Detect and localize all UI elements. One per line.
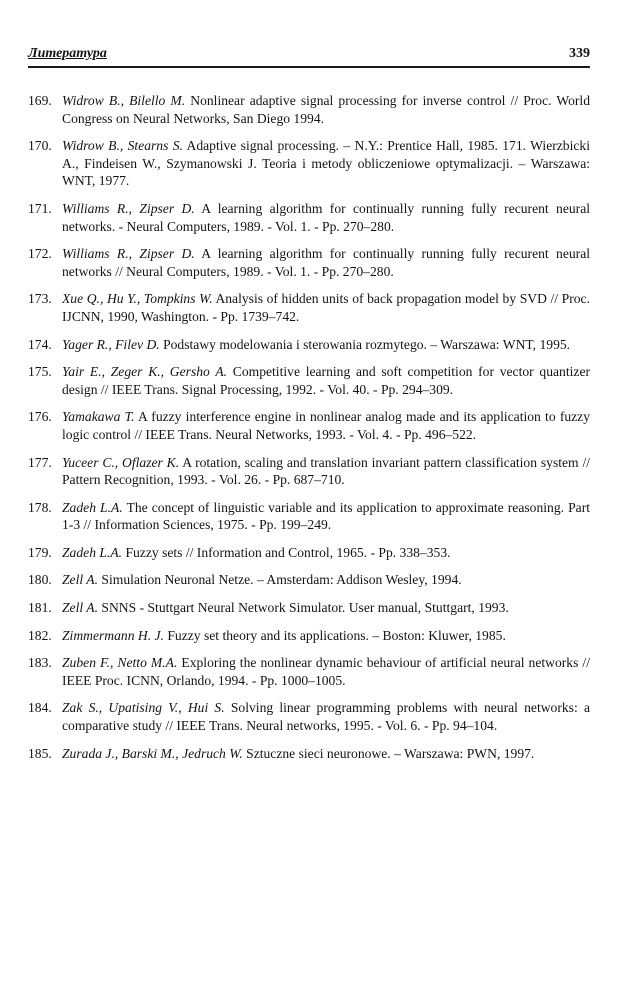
reference-body: [62, 544, 590, 562]
reference-body: [62, 654, 590, 689]
reference-text: Podstawy modelowania i sterowania rozmytego. – Warszawa: WNT, 1995.: [159, 336, 571, 352]
reference-text: SNNS - Stuttgart Neural Network Simulator. User manual, Stuttgart, 1993.: [98, 600, 509, 616]
reference-number: 174.: [28, 336, 52, 352]
reference-authors: Williams R., Zipser D.: [62, 246, 195, 262]
reference-text: Fuzzy set theory and its applications. – Boston: Kluwer, 1985.: [163, 627, 506, 643]
reference-number: 179.: [28, 544, 52, 560]
reference-authors: Zell A.: [62, 572, 99, 588]
reference-item: [28, 745, 590, 763]
reference-item: [28, 245, 590, 280]
reference-body: [62, 745, 590, 763]
reference-body: [62, 200, 590, 235]
reference-number: 181.: [28, 600, 52, 616]
reference-authors: Williams R., Zipser D.: [62, 200, 195, 216]
reference-number: 183.: [28, 655, 52, 671]
reference-item: [28, 408, 590, 443]
reference-body: [62, 627, 590, 645]
reference-text: Competitive learning and soft competition for vector quantizer design // IEEE Trans. Signal Processing, 1992. - Vol. 40. - Pp. 294–309.: [62, 364, 591, 397]
reference-authors: Zuben F., Netto M.A.: [62, 655, 178, 671]
reference-item: [28, 454, 590, 489]
reference-body: [62, 336, 590, 354]
reference-authors: Yager R., Filev D.: [62, 336, 160, 352]
reference-item: [28, 290, 590, 325]
running-title: Литература: [28, 46, 107, 61]
reference-body: [62, 699, 590, 734]
reference-item: [28, 92, 590, 127]
reference-item: [28, 544, 590, 562]
reference-text: The concept of linguistic variable and its application to approximate reasoning. Part 1-3 // Information Sciences, 1975. - Pp. 199–249.: [62, 499, 591, 533]
reference-item: [28, 699, 590, 734]
reference-number: 180.: [28, 572, 52, 588]
reference-body: [62, 290, 590, 325]
reference-text: A fuzzy interference engine in nonlinear analog made and its application to fuzzy logic control // IEEE Trans. Neural Networks, 1993. - Vol. 4. - Pp. 496–522.: [62, 409, 591, 442]
reference-authors: Zadeh L.A.: [62, 499, 123, 515]
reference-list: [28, 92, 590, 772]
reference-body: [62, 245, 590, 280]
reference-number: 173.: [28, 291, 52, 307]
reference-body: [62, 363, 590, 398]
reference-number: 184.: [28, 700, 52, 716]
reference-body: [62, 454, 590, 489]
reference-authors: Yuceer C., Oflazer K.: [62, 454, 180, 470]
reference-body: [62, 571, 590, 589]
reference-item: [28, 336, 590, 354]
reference-text: Solving linear programming problems with neural networks: a comparative study // IEEE Trans. Neural networks, 1995. - Vol. 6. - Pp. 94–104.: [62, 700, 590, 734]
reference-authors: Zadeh L.A.: [62, 544, 123, 560]
reference-body: [62, 92, 590, 127]
reference-number: 172.: [28, 246, 52, 262]
reference-text: Sztuczne sieci neuronowe. – Warszawa: PWN, 1997.: [242, 745, 535, 761]
reference-item: [28, 571, 590, 589]
reference-authors: Widrow B., Bilello M.: [62, 93, 186, 108]
reference-text: Nonlinear adaptive signal processing for inverse control // Proc. World Congress on Neural Networks, San Diego 1994.: [62, 93, 590, 126]
reference-text: A rotation, scaling and translation invariant pattern classification system // Pattern Recognition, 1993. - Vol. 26. - Pp. 687–710.: [62, 454, 590, 488]
reference-number: 177.: [28, 454, 52, 470]
reference-item: [28, 654, 590, 689]
reference-body: [62, 408, 590, 443]
reference-text: A learning algorithm for continually running fully recurent neural networks // Neural Computers, 1989. - Vol. 1. - Pp. 270–280.: [62, 246, 591, 279]
reference-authors: Yair E., Zeger K., Gersho A.: [62, 364, 228, 380]
reference-number: 171.: [28, 200, 52, 216]
reference-number: 185.: [28, 745, 52, 761]
reference-item: [28, 499, 590, 534]
reference-authors: Widrow B., Stearns S.: [62, 138, 183, 154]
reference-authors: Zak S., Upatising V., Hui S.: [62, 700, 225, 716]
reference-item: [28, 200, 590, 235]
reference-number: 175.: [28, 364, 52, 380]
reference-item: [28, 363, 590, 398]
reference-item: [28, 137, 590, 190]
reference-text: Adaptive signal processing. – N.Y.: Prentice Hall, 1985. 171. Wierzbicki A., Findeisen W., Szymanowski J. Teoria i metody obliczeniowe optymalizacji. – Warszawa: WNT, 1977.: [62, 138, 590, 189]
reference-authors: Zell A.: [62, 600, 99, 616]
reference-text: Simulation Neuronal Netze. – Amsterdam: Addison Wesley, 1994.: [98, 572, 462, 588]
reference-number: 178.: [28, 499, 52, 515]
page-number: 339: [569, 46, 590, 61]
reference-body: [62, 137, 590, 190]
reference-text: Exploring the nonlinear dynamic behaviour of artificial neural networks // IEEE Proc. ICNN, Orlando, 1994. - Pp. 1000–1005.: [62, 655, 590, 688]
reference-item: [28, 627, 590, 645]
reference-authors: Yamakawa T.: [62, 409, 135, 425]
reference-text: A learning algorithm for continually running fully recurent neural networks. - Neural Computers, 1989. - Vol. 1. - Pp. 270–280.: [62, 200, 591, 234]
reference-item: [28, 599, 590, 617]
reference-authors: Xue Q., Hu Y., Tompkins W.: [62, 291, 213, 307]
reference-text: Fuzzy sets // Information and Control, 1965. - Pp. 338–353.: [122, 544, 451, 560]
reference-number: 182.: [28, 627, 52, 643]
running-head: [28, 44, 590, 68]
reference-number: 170.: [28, 138, 52, 154]
reference-number: 169.: [28, 93, 52, 108]
reference-number: 176.: [28, 409, 52, 425]
reference-authors: Zimmermann H. J.: [62, 627, 164, 643]
reference-body: [62, 499, 590, 534]
reference-body: [62, 599, 590, 617]
reference-text: Analysis of hidden units of back propagation model by SVD // Proc. IJCNN, 1990, Washington. - Pp. 1739–742.: [62, 291, 590, 324]
reference-authors: Zurada J., Barski M., Jedruch W.: [62, 745, 243, 761]
